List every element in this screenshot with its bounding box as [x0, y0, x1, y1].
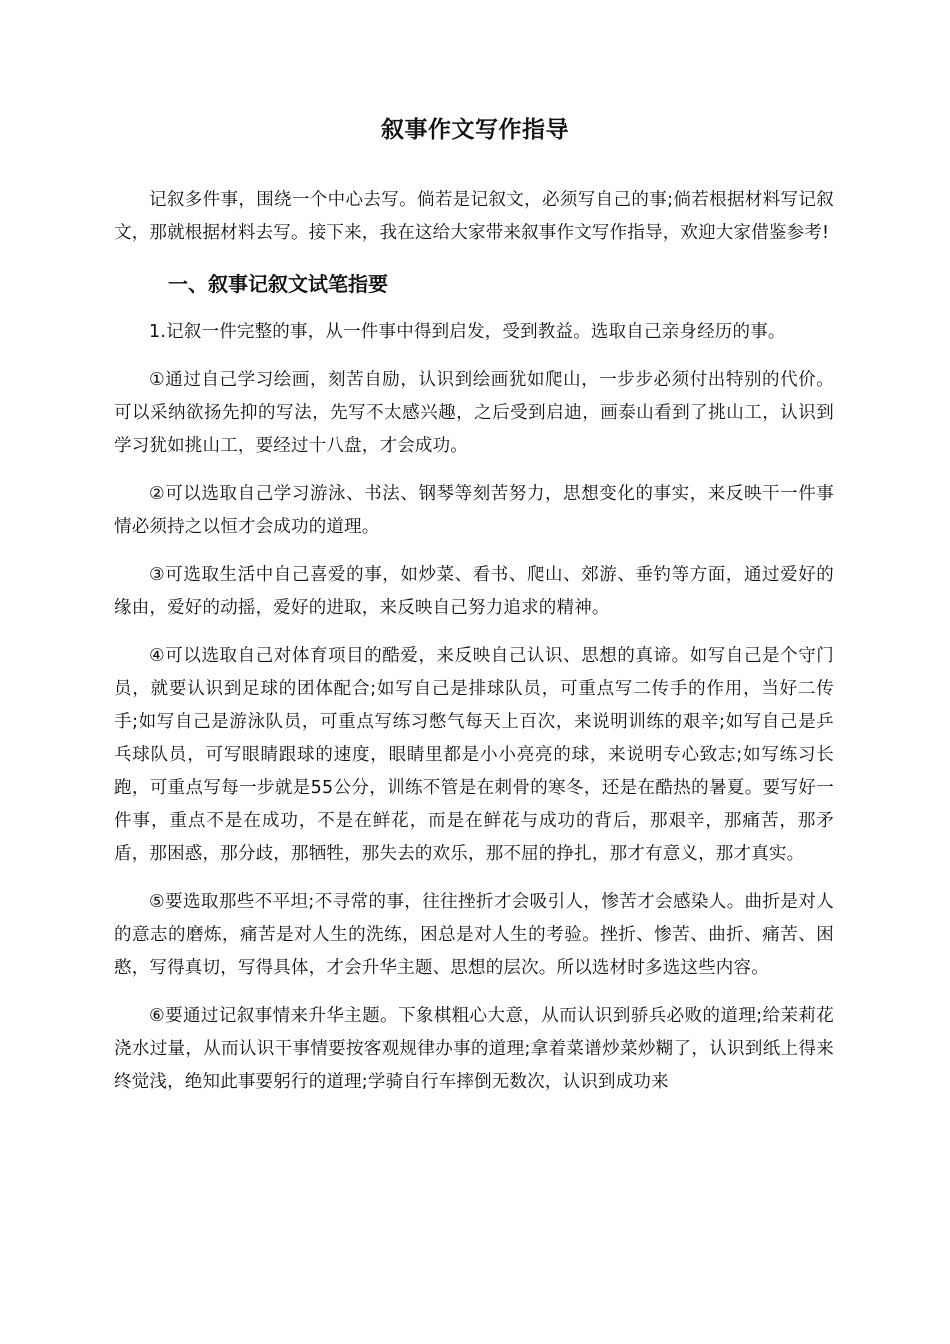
paragraph-item-1: 1.记叙一件完整的事，从一件事中得到启发，受到教益。选取自己亲身经历的事。 — [149, 322, 786, 342]
document-title: 叙事作文写作指导 — [381, 117, 569, 143]
paragraph-circled-3: ③可选取生活中自己喜爱的事，如炒菜、看书、爬山、郊游、垂钓等方面，通过爱好的缘由，爱好的动摇，爱好的进取，来反映自己努力追求的精神。 — [114, 565, 834, 618]
paragraph-circled-6: ⑥要通过记叙事情来升华主题。下象棋粗心大意，从而认识到骄兵必败的道理;给茉莉花浇水过量，从而认识干事情要按客观规律办事的道理;拿着菜谱炒菜炒糊了，认识到纸上得来终觉浅，绝知此事要躬行的道理;学骑自行车摔倒无数次，认识到成功来 — [114, 1006, 834, 1092]
paragraph-circled-5: ⑤要选取那些不平坦;不寻常的事，往往挫折才会吸引人，惨苦才会感染人。曲折是对人的意志的磨炼，痛苦是对人生的洗练，困总是对人生的考验。挫折、惨苦、曲折、痛苦、困憨，写得真切，写得具体，才会升华主题、思想的层次。所以选材时多选这些内容。 — [114, 892, 834, 978]
paragraph-circled-4: ④可以选取自己对体育项目的酷爱，来反映自己认识、思想的真谛。如写自己是个守门员，就要认识到足球的团体配合;如写自己是排球队员，可重点写二传手的作用，当好二传手;如写自己是游泳队员，可重点写练习憋气每天上百次，来说明训练的艰辛;如写自己是乒乓球队员，可写眼睛跟球的速度，眼睛里都是小小亮亮的球，来说明专心致志;如写练习长跑，可重点写每一步就是55公分，训练不管是在刺骨的寒冬，还是在酷热的暑夏。要写好一件事，重点不是在成功，不是在鲜花，而是在鲜花与成功的背后，那艰辛，那痛苦，那矛盾，那困惑，那分歧，那牺牲，那失去的欢乐，那不屈的挣扎，那才有意义，那才真实。 — [114, 646, 834, 864]
intro-paragraph: 记叙多件事，围绕一个中心去写。倘若是记叙文，必须写自己的事;倘若根据材料写记叙文，那就根据材料去写。接下来，我在这给大家带来叙事作文写作指导，欢迎大家借鉴参考! — [114, 190, 834, 243]
paragraph-circled-1: ①通过自己学习绘画，刻苦自励，认识到绘画犹如爬山，一步步必须付出特别的代价。可以采纳欲扬先抑的写法，先写不太感兴趣，之后受到启迪，画泰山看到了挑山工，认识到学习犹如挑山工，要经过十八盘，才会成功。 — [114, 370, 834, 456]
paragraph-circled-2: ②可以选取自己学习游泳、书法、钢琴等刻苦努力，思想变化的事实，来反映干一件事情必须持之以恒才会成功的道理。 — [114, 484, 834, 537]
document-body — [114, 184, 834, 1114]
section-heading: 一、叙事记叙文试笔指要 — [168, 272, 388, 296]
